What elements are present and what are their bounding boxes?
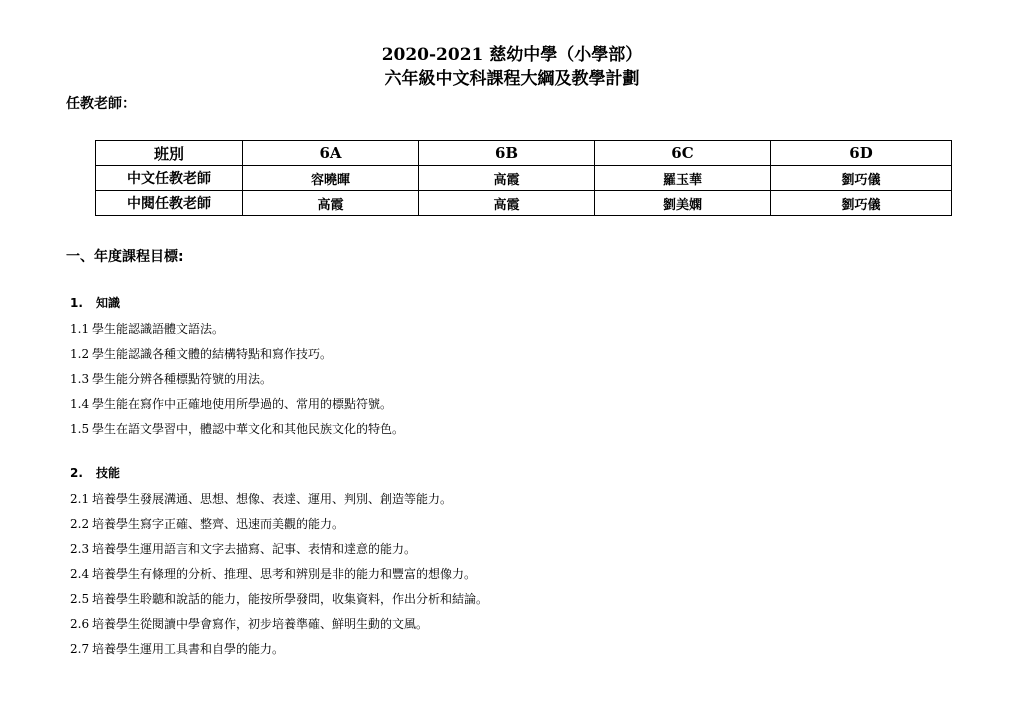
table-row-label: 中文任教老師 [96, 166, 243, 191]
table-cell: 高霞 [419, 166, 595, 191]
item-text: 培養學生從閱讀中學會寫作，初步培養準確、鮮明生動的文風。 [92, 617, 429, 631]
list-item [70, 516, 488, 532]
item-text: 培養學生聆聽和說話的能力，能按所學發問，收集資料，作出分析和結論。 [92, 592, 489, 606]
table-row [96, 191, 952, 216]
item-number: 1.1 [70, 322, 90, 336]
table-header-cell: 6B [419, 141, 595, 166]
skills-group [70, 465, 488, 666]
item-number: 2.1 [70, 492, 90, 506]
item-number: 1.3 [70, 372, 90, 386]
table-header-cell: 6D [771, 141, 952, 166]
group-number: 2. [70, 466, 83, 480]
item-text: 培養學生寫字正確、整齊、迅速而美觀的能力。 [92, 517, 345, 531]
table-row-label: 中閱任教老師 [96, 191, 243, 216]
table-header-cell: 6A [243, 141, 419, 166]
item-text: 培養學生運用語言和文字去描寫、記事、表情和達意的能力。 [92, 542, 417, 556]
item-number: 2.7 [70, 642, 90, 656]
list-item [70, 321, 404, 337]
item-number: 2.4 [70, 567, 90, 581]
table-header-row [96, 141, 952, 166]
item-number: 2.5 [70, 592, 90, 606]
list-item [70, 371, 404, 387]
group-title: 知識 [96, 296, 121, 310]
item-text: 培養學生有條理的分析、推理、思考和辨別是非的能力和豐富的想像力。 [92, 567, 477, 581]
table-cell: 高霞 [243, 191, 419, 216]
teacher-label: 任教老師： [66, 96, 136, 112]
table-cell: 羅玉華 [595, 166, 771, 191]
group-heading [70, 465, 488, 481]
item-text: 學生能在寫作中正確地使用所學過的、常用的標點符號。 [92, 397, 393, 411]
list-item [70, 396, 404, 412]
table-row [96, 166, 952, 191]
table-header-cell: 6C [595, 141, 771, 166]
knowledge-group [70, 295, 404, 446]
item-text: 學生能分辨各種標點符號的用法。 [92, 372, 273, 386]
item-text: 培養學生發展溝通、思想、想像、表達、運用、判別、創造等能力。 [92, 492, 453, 506]
teacher-table [95, 140, 952, 216]
item-number: 1.2 [70, 347, 90, 361]
list-item [70, 346, 404, 362]
item-text: 學生在語文學習中，體認中華文化和其他民族文化的特色。 [92, 422, 405, 436]
document-title-line-1: 2020-2021 慈幼中學（小學部） [381, 45, 643, 65]
table-cell: 高霞 [419, 191, 595, 216]
group-heading [70, 295, 404, 311]
item-number: 2.6 [70, 617, 90, 631]
group-title: 技能 [96, 466, 121, 480]
list-item [70, 491, 488, 507]
list-item [70, 616, 488, 632]
item-text: 培養學生運用工具書和自學的能力。 [92, 642, 285, 656]
section-heading: 一、年度課程目標: [66, 249, 184, 265]
document-title-line-2: 六年級中文科課程大綱及教學計劃 [384, 69, 640, 89]
table-cell: 容曉暉 [243, 166, 419, 191]
list-item [70, 591, 488, 607]
item-text: 學生能認識語體文語法。 [92, 322, 225, 336]
table-header-cell: 班別 [96, 141, 243, 166]
item-number: 1.4 [70, 397, 90, 411]
item-number: 2.3 [70, 542, 90, 556]
item-text: 學生能認識各種文體的結構特點和寫作技巧。 [92, 347, 333, 361]
list-item [70, 541, 488, 557]
table-cell: 劉美嫻 [595, 191, 771, 216]
table-cell: 劉巧儀 [771, 166, 952, 191]
list-item [70, 566, 488, 582]
list-item [70, 421, 404, 437]
table-cell: 劉巧儀 [771, 191, 952, 216]
list-item [70, 641, 488, 657]
item-number: 2.2 [70, 517, 90, 531]
item-number: 1.5 [70, 422, 90, 436]
group-number: 1. [70, 296, 83, 310]
